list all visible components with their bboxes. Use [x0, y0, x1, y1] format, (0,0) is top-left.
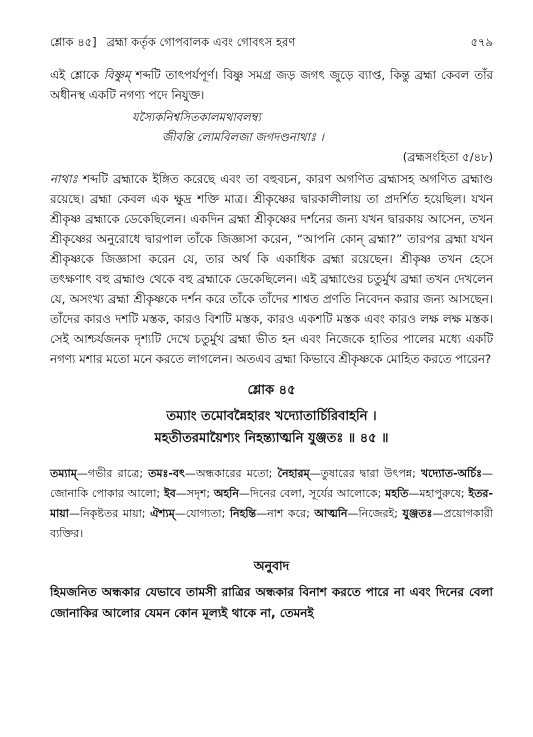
running-title: ব্রহ্মা কর্তৃক গোপবালক এবং গোবৎস হরণ [106, 35, 296, 49]
synonym-meaning: —যোগ্যতা; [174, 507, 230, 520]
para2-highlight-word: নাথাঃ [50, 172, 78, 186]
page-header [50, 34, 493, 53]
synonym-term: নিহন্তি [229, 507, 257, 520]
para1-text-start: এই শ্লোকে [50, 68, 104, 82]
synonym-term: ইব [163, 487, 176, 500]
synonym-meaning: —নিকৃষ্টতর মায়া; [68, 507, 151, 520]
synonym-term: ঐশ্যম্ [150, 507, 175, 520]
translation-heading: অনুবাদ [253, 558, 290, 573]
sloka-heading: শ্লোক ৪৫ [247, 383, 296, 398]
synonym-term: আত্মনি [314, 507, 348, 520]
page-number: ৫৭৯ [470, 35, 493, 49]
synonym-term: খদ্যোত-অর্চিঃ [420, 467, 483, 480]
synonym-meaning: —নাশ করে; [256, 507, 315, 520]
purport-paragraph-2 [50, 169, 493, 369]
synonym-meaning: —মহাপুরুষে; [408, 487, 469, 500]
synonym-term: মহতি [385, 487, 409, 500]
sloka-line-1: তম্যাং তমোবন্নৈহারং খদ্যোতার্চিরিবাহনি । [166, 409, 377, 424]
purport-paragraph-1 [50, 65, 493, 105]
synonym-meaning: —দিনের বেলা, সূর্যের আলোকে; [238, 487, 386, 500]
quoted-verse-line-2: জীবন্তি লোমবিলজা জগদণ্ডনাথাঃ । [162, 130, 324, 144]
synonym-term: যুঞ্জতঃ [402, 507, 433, 520]
synonym-meaning: —জোনাকি পোকার আলো; [50, 467, 494, 500]
quoted-verse-line-1: যস্যৈকনিশ্বসিতকালমথাবলম্ব্য [132, 110, 261, 124]
synonym-meaning: —গভীর রাত্রে; [76, 467, 149, 480]
synonym-meaning: —তুষারের দ্বারা উৎপন্ন; [309, 467, 421, 480]
chapter-reference: শ্লোক ৪৫] [50, 35, 97, 49]
translation-text: হিমজনিত অন্ধকার যেভাবে তামসী রাত্রির অন্ধকার বিনাশ করতে পারে না এবং দিনের বেলা জোনাকির আলোর যেমন কোন মূল্যই থাকে না, তেমনই [50, 585, 493, 620]
quoted-verse [50, 107, 493, 147]
sloka-line-2: মহতীতরমায়ৈশ্যং নিহন্ত্যাত্মনি যুঞ্জতঃ ॥ ৪৫ ॥ [154, 431, 389, 446]
quote-citation: (ব্রহ্মসংহিতা ৫/৪৮) [402, 150, 493, 164]
synonym-meaning: —সদৃশ; [175, 487, 214, 500]
synonym-term: তমঃ-বৎ [148, 467, 185, 480]
synonym-term: অহনি [213, 487, 239, 500]
word-meanings [50, 464, 493, 544]
header-left [50, 34, 295, 53]
synonym-term: নৈহারম্ [277, 467, 310, 480]
para2-text: শব্দটি ব্রহ্মাকে ইঙ্গিত করেছে এবং তা বহুবচন, কারণ অগণিত ব্রহ্মাসহ অগণিত ব্রহ্মাণ্ড রয়েছে। ব্রহ্মা কেবল এক ক্ষুদ্র শক্তি মাত্র। শ্রীকৃষ্ণের দ্বারকালীলায় তা প্রদর্শিত হয়েছিল। যখন শ্রীকৃষ্ণ ব্রহ্মাকে ডেকেছিলেন। একদিন ব্রহ্মা শ্রীকৃষ্ণের দর্শনের জন্য যখন দ্বারকায় আসেন, তখন শ্রীকৃষ্ণের অনুরোধে দ্বারপাল তাঁকে জিজ্ঞাসা করেন, “আপনি কোন্ ব্রহ্মা?” তারপর ব্রহ্মা যখন শ্রীকৃষ্ণকে জিজ্ঞাসা করেন যে, তার অর্থ কি একাধিক ব্রহ্মা রয়েছেন। শ্রীকৃষ্ণ তখন হেসে তৎক্ষণাৎ বহু ব্রহ্মাণ্ড থেকে বহু ব্রহ্মাকে ডেকেছিলেন। এই ব্রহ্মাণ্ডের চতুর্মুখ ব্রহ্মা তখন দেখলেন যে, অসংখ্য ব্রহ্মা শ্রীকৃষ্ণকে দর্শন করে তাঁকে তাঁদের শাশ্বত প্রণতি নিবেদন করার জন্য আসছেন। তাঁদের কারও দশটি মস্তক, কারও বিশটি মস্তক, কারও একশটি মস্তক এবং কারও লক্ষ লক্ষ মস্তক। সেই আশ্চর্যজনক দৃশ্যটি দেখে চতুর্মুখ ব্রহ্মা ভীত হন এবং নিজেকে হাতির পালের মধ্যে একটি নগণ্য মশার মতো মনে করতে লাগলেন। অতএব ব্রহ্মা কিভাবে শ্রীকৃষ্ণকে মোহিত করতে পারেন? [50, 172, 493, 366]
synonym-meaning: —অন্ধকারের মতো; [184, 467, 278, 480]
para1-text-end: শব্দটি তাৎপর্যপূর্ণ। বিষ্ণু সমগ্র জড় জগৎ জুড়ে ব্যাপ্ত, কিন্তু ব্রহ্মা কেবল তাঁর অধীনস্থ একটি নগণ্য পদে নিযুক্ত। [50, 68, 493, 102]
para1-highlight-word: বিষ্ণুম্ [103, 68, 131, 82]
synonym-meaning: —নিজেরই; [347, 507, 403, 520]
synonym-term: তম্যাম্ [50, 467, 77, 480]
synonym-meaning: —প্রয়োগকারী ব্যক্তির। [50, 507, 493, 540]
synonym-term: ইতর-মায়া [50, 487, 494, 520]
